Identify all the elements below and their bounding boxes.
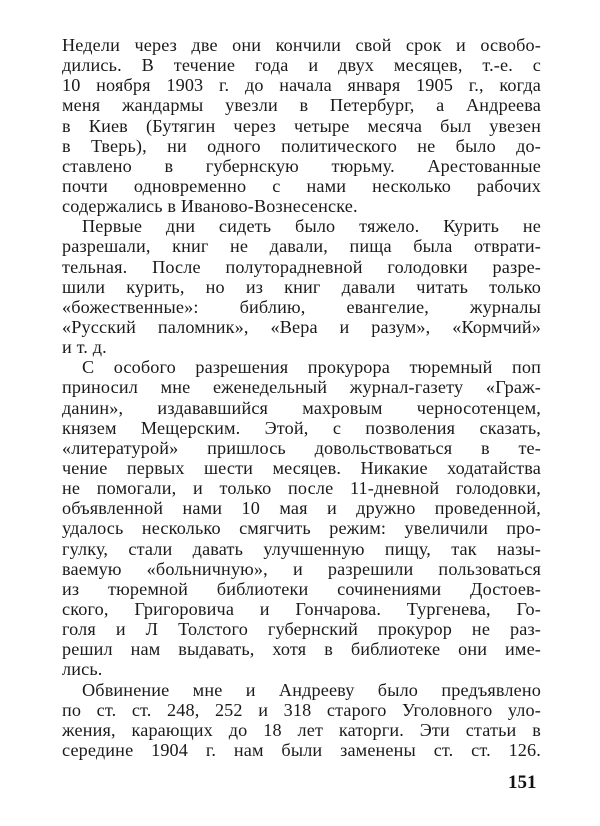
text-line: Обвинение мне и Андрееву было предъявлено: [82, 679, 541, 700]
book-page-text: [62, 35, 541, 760]
text-line: голя и Л Толстого губернский прокурор не раз-: [62, 619, 541, 640]
text-line: ставлено в губернскую тюрьму. Арестованные: [62, 155, 541, 176]
text-line: С особого разрешения прокурора тюремный поп: [82, 357, 541, 378]
text-line: меня жандармы увезли в Петербург, а Андреева: [62, 95, 541, 116]
text-line: приносил мне еженедельный журнал-газету «Граж-: [62, 377, 541, 398]
text-line: лись.: [62, 659, 103, 680]
text-line: Недели через две они кончили свой срок и освобо-: [62, 35, 541, 55]
text-line: решил нам выдавать, хотя в библиотеке они име-: [62, 639, 541, 660]
text-line: дились. В течение года и двух месяцев, т.-е. с: [62, 55, 541, 76]
text-line: гулку, стали давать улучшенную пищу, так назы-: [62, 538, 541, 559]
text-line: Первые дни сидеть было тяжело. Курить не: [82, 216, 541, 237]
text-line: из тюремной библиотеки сочинениями Достоев-: [62, 578, 541, 599]
paragraph-3: [62, 357, 541, 679]
text-line: «Русский паломник», «Вера и разум», «Кормчий»: [62, 316, 541, 337]
text-line: «божественные»: библию, евангелие, журналы: [62, 296, 541, 317]
text-line: жения, карающих до 18 лет каторги. Эти статьи в: [62, 719, 541, 740]
paragraph-1: [62, 35, 541, 216]
text-line: середине 1904 г. нам были заменены ст. ст. 126.: [62, 739, 541, 760]
text-line: князем Мещерским. Этой, с позволения сказать,: [62, 417, 541, 438]
text-line: шили курить, но из книг давали читать только: [62, 276, 541, 297]
text-line: и т. д.: [62, 337, 107, 358]
text-line: ского, Григоровича и Гончарова. Тургенева, Го-: [62, 598, 541, 619]
text-line: тельная. После полуторадневной голодовки разре-: [62, 256, 541, 277]
paragraph-4: [62, 680, 541, 761]
text-line: 10 ноября 1903 г. до начала января 1905 г., когда: [62, 75, 541, 96]
text-line: данин», издававшийся махровым черносотенцем,: [62, 397, 541, 418]
page-number: 151: [508, 772, 537, 793]
text-line: ваемую «больничную», и разрешили пользоваться: [62, 558, 541, 579]
text-line: не помогали, и только после 11-дневной голодовки,: [62, 478, 541, 499]
text-line: содержались в Иваново-Вознесенске.: [62, 196, 358, 217]
text-line: чение первых шести месяцев. Никакие ходатайства: [62, 457, 541, 478]
text-line: объявленной нами 10 мая и дружно проведенной,: [62, 498, 541, 519]
text-line: в Киев (Бутягин через четыре месяча был увезен: [62, 115, 541, 136]
paragraph-2: [62, 216, 541, 357]
text-line: «литературой» пришлось довольствоваться в те-: [62, 437, 541, 458]
text-line: разрешали, книг не давали, пища была отврати-: [62, 236, 541, 257]
text-line: по ст. ст. 248, 252 и 318 старого Уголовного уло-: [62, 699, 541, 720]
text-line: удалось несколько смягчить режим: увеличили про-: [62, 518, 541, 539]
text-line: в Тверь), ни одного политического не было до-: [62, 135, 541, 156]
text-line: почти одновременно с нами несколько рабочих: [62, 175, 541, 196]
